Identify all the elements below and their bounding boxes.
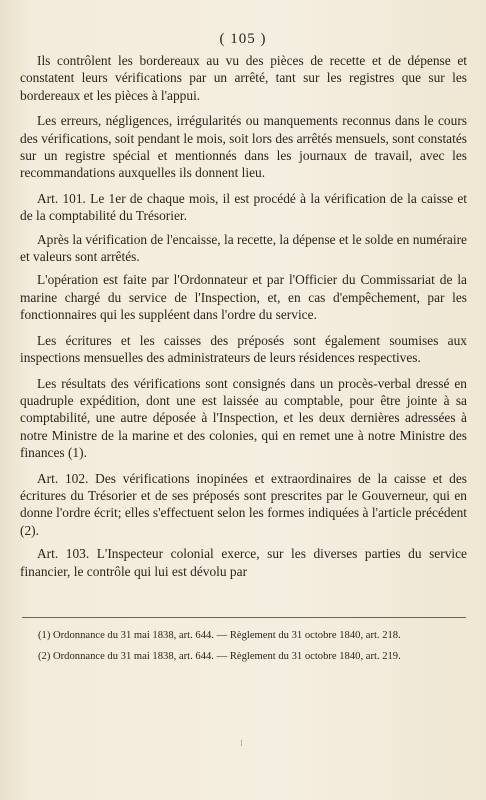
paragraph-art-103: Art. 103. L'Inspecteur colonial exerce, sur les diverses parties du service financier, le contrôle qui lui est dévolu par <box>20 546 467 579</box>
paragraph-encaisse: Après la vérification de l'encaisse, la recette, la dépense et le solde en numéraire et valeurs sont arrêtés. <box>20 231 467 265</box>
body-text <box>20 52 467 586</box>
paragraph-erreurs: Les erreurs, négligences, irrégularités ou manquements reconnus dans le cours des vérifications, soit pendant le mois, soit lors des arrêtés mensuels, sont constatés sur un registre spécial et mentionnés dans les journaux de travail, avec les recommandations auxquelles ils donnent lieu. <box>20 113 467 181</box>
paragraph-preposes: Les écritures et les caisses des préposés sont également soumises aux inspections mensuelles des administrateurs de leurs résidences respectives. <box>20 332 467 366</box>
paragraph-art-101: Art. 101. Le 1er de chaque mois, il est procédé à la vérification de la caisse et de la comptabilité du Trésorier. <box>20 190 467 224</box>
page-number: ( 105 ) <box>219 31 267 47</box>
footnotes <box>20 628 467 670</box>
footnote-2: (2) Ordonnance du 31 mai 1838, art. 644. — Règlement du 31 octobre 1840, art. 219. <box>38 651 401 662</box>
paragraph-art-102: Art. 102. Des vérifications inopinées et extraordinaires de la caisse et des écritures du Trésorier et de ses préposés sont prescrites par le Gouverneur, qui en donne l'ordre écrit; elles s'effectuent selon les formes indiquées à l'article précédent (2). <box>20 470 467 538</box>
footnote-1: (1) Ordonnance du 31 mai 1838, art. 644. — Règlement du 31 octobre 1840, art. 218. <box>38 630 401 641</box>
paragraph-resultats: Les résultats des vérifications sont consignés dans un procès-verbal dressé en quadruple expédition, dont une est laissée au comptable, pour être jointe à sa comptabilité, une autre déposée à l'Inspection, et les deux dernières adressées à notre Ministre de la marine et des colonies, qui en remet une à notre Ministre des finances (1). <box>20 375 467 461</box>
paper-speck: ⁝ <box>240 738 243 748</box>
paragraph-operation: L'opération est faite par l'Ordonnateur et par l'Officier du Commissariat de la marine chargé du service de l'Inspection, et, en cas d'empêchement, par les fonctionnaires qui les suppléent dans l'ordre du service. <box>20 272 467 323</box>
paragraph-bordereaux: Ils contrôlent les bordereaux au vu des pièces de recette et de dépense et constatent leurs vérifications par un arrêté, tant sur les registres que sur les bordereaux et les pièces à l'appui. <box>20 53 467 103</box>
footnote-rule <box>22 617 466 618</box>
